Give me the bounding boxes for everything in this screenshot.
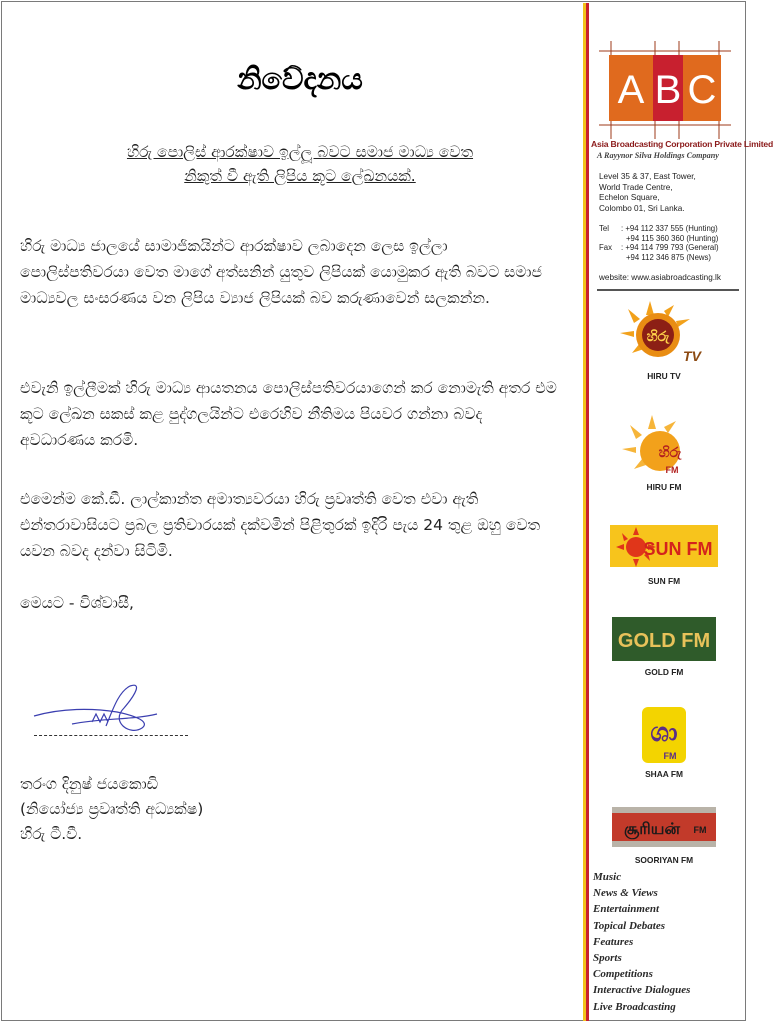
divider: [597, 289, 739, 291]
subject-line-2: නිකුත් වී ඇති ලිපිය කූට ලේඛනයක්.: [184, 167, 416, 185]
signer-block: [20, 772, 203, 847]
svg-text:சூரியன்: சூரியன்: [623, 819, 681, 838]
fax-label: Fax: [599, 243, 612, 253]
hiru-fm-mark: FM: [665, 465, 679, 475]
fax-number: : +94 114 799 793 (General): [621, 243, 719, 253]
hiru-tv-logo: [608, 299, 720, 367]
abc-letter-a: A: [617, 68, 645, 112]
svg-text:හිරු: හිරු: [658, 446, 682, 461]
sooriyan-fm-caption: SOORIYAN FM: [634, 855, 694, 865]
shaa-fm-logo: [608, 705, 720, 767]
paragraph-3: එමෙන්ම කේ.ඩී. ලාල්කාන්ත අමාත්‍යවරයා හිරු ප්‍රවෘත්ති වෙත එවා ඇති එන්තරාවාසියට ප්‍රබල ප්‍රතිචාරයක් දක්වමින් පිළිතුරක් ඉදිරි පැය 24 තුළ ඔහු වෙත යවන බවද දන්වා සිටිමි.: [20, 490, 541, 560]
service-item: Topical Debates: [593, 919, 665, 932]
service-item: News & Views: [593, 887, 658, 900]
fax-number: +94 112 346 875 (News): [626, 252, 712, 262]
gold-fm-mark: GOLD FM: [617, 630, 711, 652]
paragraph-1: හිරු මාධ්‍ය ජාලයේ සාමාජිකයින්ට ආරක්ෂාව ලබාදෙන ලෙස ඉල්ලා පොලිස්පතිවරයා වෙත මාගේ අත්සනින් යුතුව ලිපියක් යොමුකර ඇති බවට සමාජ මාධ්‍යවල සංසරණය වන ලිපිය ව්‍යාජ ලිපියක් බව කරුණාවෙන් සලකන්න.: [20, 237, 543, 307]
address: [599, 172, 696, 214]
abc-letter-b: B: [654, 68, 682, 112]
red-stripe: [586, 3, 589, 1021]
phone-numbers: [599, 224, 719, 262]
parent-company: A Rayynor Silva Holdings Company: [597, 151, 719, 160]
abc-logo: [599, 41, 731, 139]
abc-letter-c: C: [687, 68, 717, 112]
tel-number: : +94 112 337 555 (Hunting): [621, 224, 718, 233]
service-item: Music: [593, 871, 622, 883]
signer-name: තරංග දිනුෂ් ජයකොඩි: [20, 775, 159, 793]
svg-text:හිරු: හිරු: [646, 330, 670, 345]
sooriyan-fm-mark: FM: [693, 825, 707, 835]
letter-subject: [20, 140, 580, 188]
signer-organization: හිරු ටී.වී.: [20, 825, 83, 843]
sun-fm-logo: [608, 521, 720, 571]
gold-fm-caption: GOLD FM: [644, 667, 684, 677]
sun-fm-caption: SUN FM: [647, 576, 681, 586]
sun-fm-mark: SUN FM: [643, 539, 713, 559]
address-line: Colombo 01, Sri Lanka.: [599, 203, 685, 213]
hiru-fm-caption: HIRU FM: [646, 482, 682, 492]
service-item: Competitions: [593, 968, 653, 981]
letter-title: නිවේදනය: [237, 62, 363, 97]
address-line: Echelon Square,: [599, 193, 660, 202]
gold-fm-logo: [608, 615, 720, 663]
service-item: Live Broadcasting: [593, 1000, 676, 1013]
sooriyan-fm-logo: [608, 803, 720, 851]
services-list: [593, 869, 690, 1015]
signature-image: [32, 678, 182, 738]
address-line: Level 35 & 37, East Tower,: [599, 172, 696, 181]
service-item: Features: [593, 935, 634, 948]
hiru-fm-logo: [608, 413, 720, 479]
hiru-tv-caption: HIRU TV: [647, 371, 681, 381]
shaa-fm-caption: SHAA FM: [645, 769, 683, 779]
company-name: Asia Broadcasting Corporation Private Limited: [591, 139, 773, 149]
tel-number: +94 115 360 360 (Hunting): [626, 233, 719, 243]
closing: මෙයට - විශ්වාසී,: [20, 594, 134, 612]
paragraph-2: එවැනි ඉල්ලීමක් හිරු මාධ්‍ය ආයතනය පොලිස්පතිවරයාගෙන් කර නොමැති අතර එම කූට ලේඛන සකස් කළ පුද්ගලයින්ට එරෙහිව නීතිමය පියවර ගන්නා බවද අවධාරණය කරමි.: [20, 379, 557, 449]
address-line: World Trade Centre,: [599, 182, 673, 192]
tel-label: Tel: [599, 224, 609, 233]
shaa-fm-mark: FM: [663, 751, 677, 761]
subject-line-1: හිරු පොලිස් ආරක්ෂාව ඉල්ලූ බවට සමාජ මාධ්‍ය වෙත: [126, 143, 474, 161]
letter-body: [20, 0, 580, 1024]
signature-line: [34, 735, 188, 736]
website: website: www.asiabroadcasting.lk: [599, 273, 721, 282]
letterhead-sidebar: [583, 3, 773, 1021]
svg-text:ශා: ශා: [650, 718, 678, 748]
signer-title: (නියෝජ්‍ය ප්‍රවෘත්ති අධ්‍යක්ෂ): [20, 800, 204, 818]
service-item: Interactive Dialogues: [593, 984, 691, 997]
hiru-tv-mark: TV: [683, 348, 701, 364]
service-item: Sports: [593, 952, 622, 965]
service-item: Entertainment: [593, 903, 660, 916]
